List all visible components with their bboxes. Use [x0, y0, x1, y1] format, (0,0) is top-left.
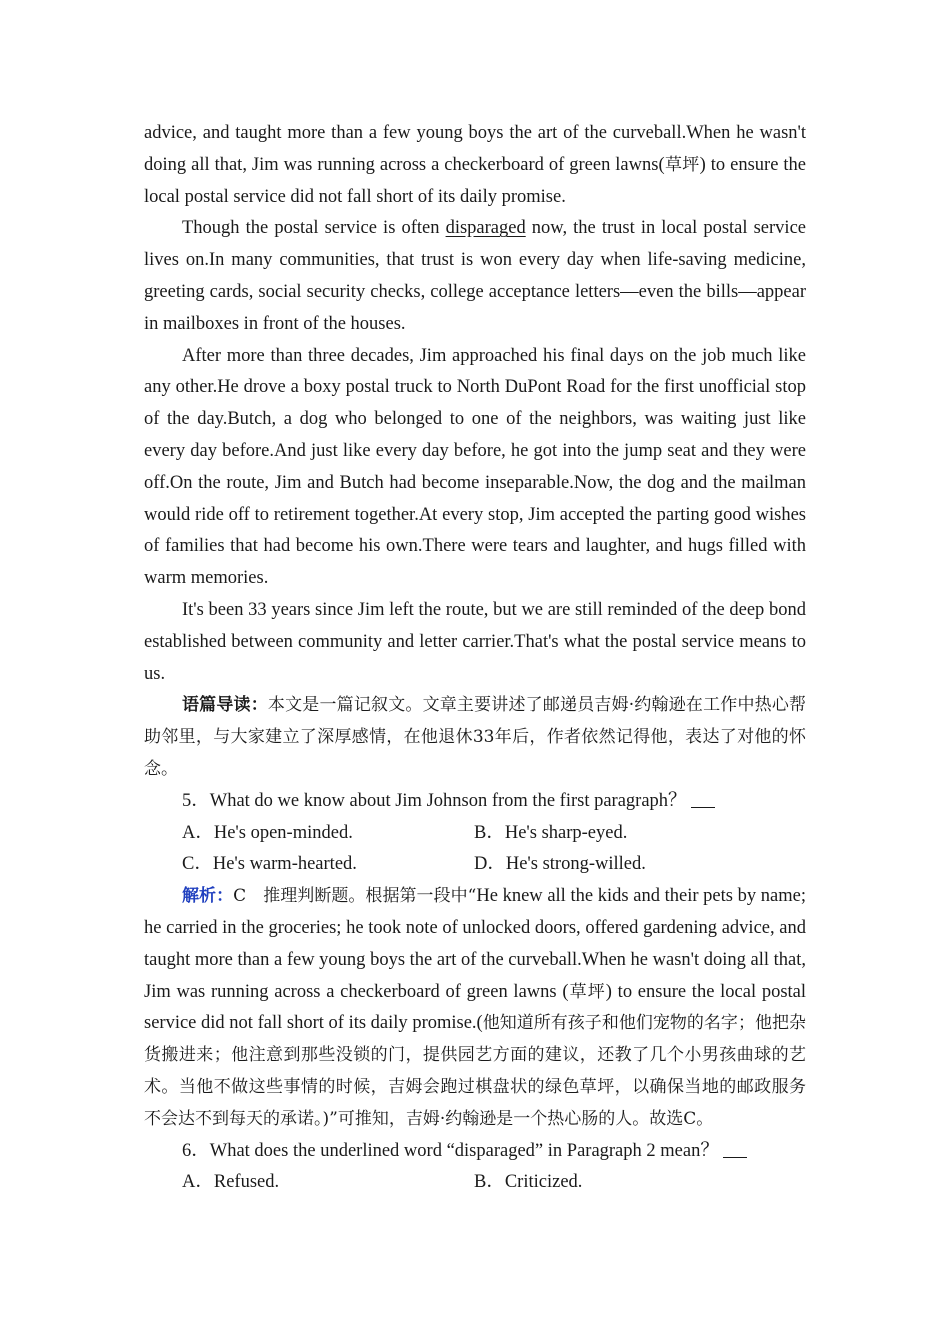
option-a: A．Refused. [182, 1172, 280, 1193]
reading-guide: 语篇导读：本文是一篇记叙文。文章主要讲述了邮递员吉姆·约翰逊在工作中热心帮助邻里，与大家建立了深厚感情，在他退休33年后，作者依然记得他，表达了对他的怀念。 [144, 695, 807, 779]
analysis-label: 解析： [182, 886, 234, 907]
document-page [144, 118, 806, 1199]
option-a: A．He's open-minded. [182, 822, 353, 843]
underlined-word: disparaged [445, 218, 526, 239]
answer-blank [691, 789, 715, 808]
answer-blank [723, 1139, 747, 1158]
paragraph-1: advice, and taught more than a few young boys the art of the curveball.When he wasn't doing all that, Jim was running across a checkerboard of green lawns(草坪) to ensure the local postal service did not fall short of its daily promise. [144, 123, 807, 207]
paragraph-2: Though the postal service is often disparaged now, the trust in local postal service lives on.In many communities, that trust is won every day when life-saving medicine, greeting cards, social security checks, college acceptance letters—even the bills—appear in mailboxes in front of the houses. [144, 218, 806, 334]
question-5-options-row-2 [144, 849, 806, 881]
option-b: B．Criticized. [474, 1172, 583, 1193]
reading-guide-label: 语篇导读： [182, 695, 268, 716]
question-6-stem: 6．What does the underlined word “disparaged” in Paragraph 2 mean？ [144, 1136, 806, 1168]
chinese-gloss: 草坪 [664, 154, 700, 175]
option-c: C．He's warm-hearted. [182, 854, 357, 875]
question-5-stem: 5．What do we know about Jim Johnson from the first paragraph？ [144, 786, 806, 818]
paragraph-3: After more than three decades, Jim approached his final days on the job much like any other.He drove a boxy postal truck to North DuPont Road for the first unofficial stop of the day.Butch, a dog who belonged to one of the neighbors, was waiting just like every day before.And just like every day before, he got into the jump seat and they were off.On the route, Jim and Butch had become inseparable.Now, the dog and the mailman would ride off to retirement together.At every stop, Jim accepted the parting good wishes of families that had become his own.There were tears and laughter, and hugs filled with warm memories. [144, 345, 806, 589]
question-6-options-row-1 [144, 1167, 806, 1199]
option-b: B．He's sharp-eyed. [474, 822, 628, 843]
analysis: 解析：C 推理判断题。根据第一段中“He knew all the kids and their pets by name; he carried in the groceries; he took note of unlocked doors, offered gardening advice, and taught more than a few young boys the art of the curveball.When he wasn't doing all that, Jim was running across a checkerboard of green lawns (草坪) to ensure the local postal service did not fall short of its daily promise.(他知道所有孩子和他们宠物的名字；他把杂货搬进来；他注意到那些没锁的门，提供园艺方面的建议，还教了几个小男孩曲球的艺术。当他不做这些事情的时候，吉姆会跑过棋盘状的绿色草坪，以确保当地的邮政服务不会达不到每天的承诺。)”可推知，吉姆·约翰逊是一个热心肠的人。故选C。 [144, 886, 807, 1129]
option-d: D．He's strong-willed. [474, 854, 646, 875]
question-5-options-row-1 [144, 818, 806, 850]
paragraph-4: It's been 33 years since Jim left the route, but we are still reminded of the deep bond established between community and letter carrier.That's what the postal service means to us. [144, 599, 806, 684]
